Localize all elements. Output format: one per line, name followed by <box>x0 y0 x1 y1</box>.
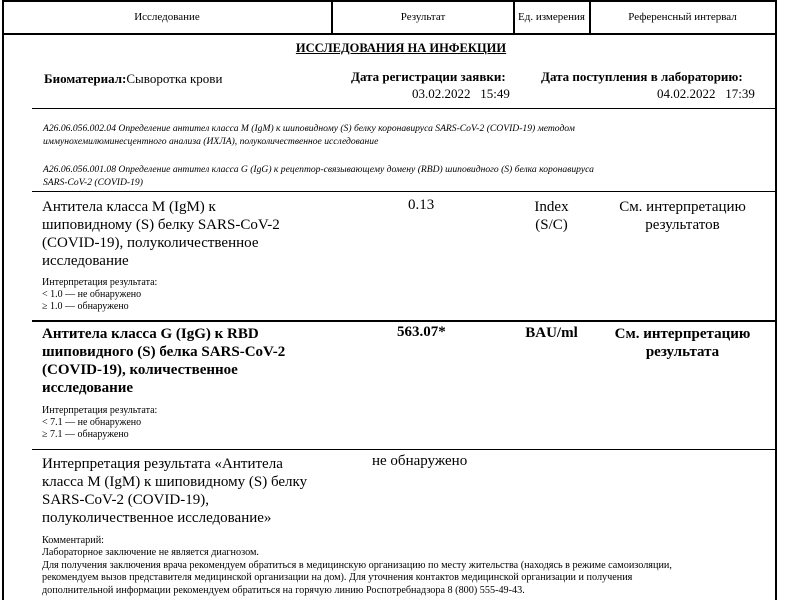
codes-divider <box>32 191 775 192</box>
igm-interpretation-scale: Интерпретация результата: < 1.0 — не обнаружено ≥ 1.0 — обнаружено <box>42 277 158 313</box>
igg-units: BAU/ml <box>525 325 578 341</box>
interpretation-test-name: Интерпретация результата «Антитела класса M (IgM) к шиповидному (S) белку SARS-CoV-2 (COVID-19), полуколичественное исследование» <box>42 456 308 526</box>
info-divider <box>32 108 775 109</box>
comment-line: Для получения заключения врача рекомендуем обратиться в медицинскую организацию по месту жительства (находясь в режиме самоизоляции, <box>42 559 672 571</box>
column-header-test: Исследование <box>134 11 200 23</box>
biomaterial-value: Сыворотка крови <box>126 71 223 86</box>
igg-result-value: 563.07* <box>397 324 446 340</box>
comment-line: рекомендуем вызов представителя медицинской организации на дом). Для уточнения контактов медицинской организации и получения <box>42 572 633 584</box>
service-code-igg-line1: A26.06.056.001.08 Определение антител класса G (IgG) к рецептор-связывающему домену (RBD) шиповидного (S) белка коронавируса <box>43 164 594 175</box>
column-header-reference: Референсный интервал <box>628 11 737 23</box>
service-code-igg-line2: SARS-CoV-2 (COVID-19) <box>43 177 143 188</box>
header-bottom-border <box>2 33 777 35</box>
left-border <box>2 0 4 600</box>
igm-units: Index (S/C) <box>534 199 569 233</box>
lab-comment <box>42 535 774 597</box>
biomaterial <box>44 70 222 88</box>
registration-date-value: 03.02.2022 15:49 <box>412 86 510 101</box>
service-code-igm-line2: иммунохемилюминесцентного анализа (ИХЛА), полуколичественное исследование <box>43 136 379 147</box>
registration-date-label: Дата регистрации заявки: <box>351 69 506 84</box>
service-code-igm-line1: A26.06.056.002.04 Определение антител класса M (IgM) к шиповидному (S) белку коронавируса SARS-CoV-2 (COVID-19) методом <box>43 123 575 134</box>
right-border <box>775 0 777 600</box>
comment-line: дополнительной информации рекомендуем обратиться на горячую линию Роспотребнадзора 8 (800) 555-49-43. <box>42 584 525 596</box>
igg-interpretation-scale: Интерпретация результата: < 7.1 — не обнаружено ≥ 7.1 — обнаружено <box>42 405 158 441</box>
column-header-result: Результат <box>400 11 446 23</box>
service-code-igm <box>43 122 771 148</box>
received-date-value: 04.02.2022 17:39 <box>657 86 755 101</box>
igm-result-value: 0.13 <box>408 197 435 213</box>
service-code-igg <box>43 163 771 189</box>
comment-heading: Комментарий: <box>42 535 104 546</box>
igm-test-name: Антитела класса M (IgM) к шиповидному (S) белку SARS-CoV-2 (COVID-19), полуколичественное исследование <box>42 199 280 269</box>
column-header-units: Ед. измерения <box>518 11 585 23</box>
row-divider-1 <box>32 320 775 322</box>
igg-reference: См. интерпретацию результата <box>614 326 751 360</box>
igm-reference: См. интерпретацию результатов <box>619 199 746 233</box>
igg-test-name: Антитела класса G (IgG) к RBD шиповидного (S) белка SARS-CoV-2 (COVID-19), количественное исследование <box>42 326 286 396</box>
biomaterial-label: Биоматериал: <box>44 71 127 86</box>
header-top-border <box>2 0 777 2</box>
interpretation-result-value: не обнаружено <box>372 453 468 469</box>
section-title: ИССЛЕДОВАНИЯ НА ИНФЕКЦИИ <box>295 41 507 55</box>
row-divider-2 <box>32 449 775 450</box>
comment-line: Лабораторное заключение не является диагнозом. <box>42 547 259 559</box>
received-date-label: Дата поступления в лабораторию: <box>541 69 743 84</box>
